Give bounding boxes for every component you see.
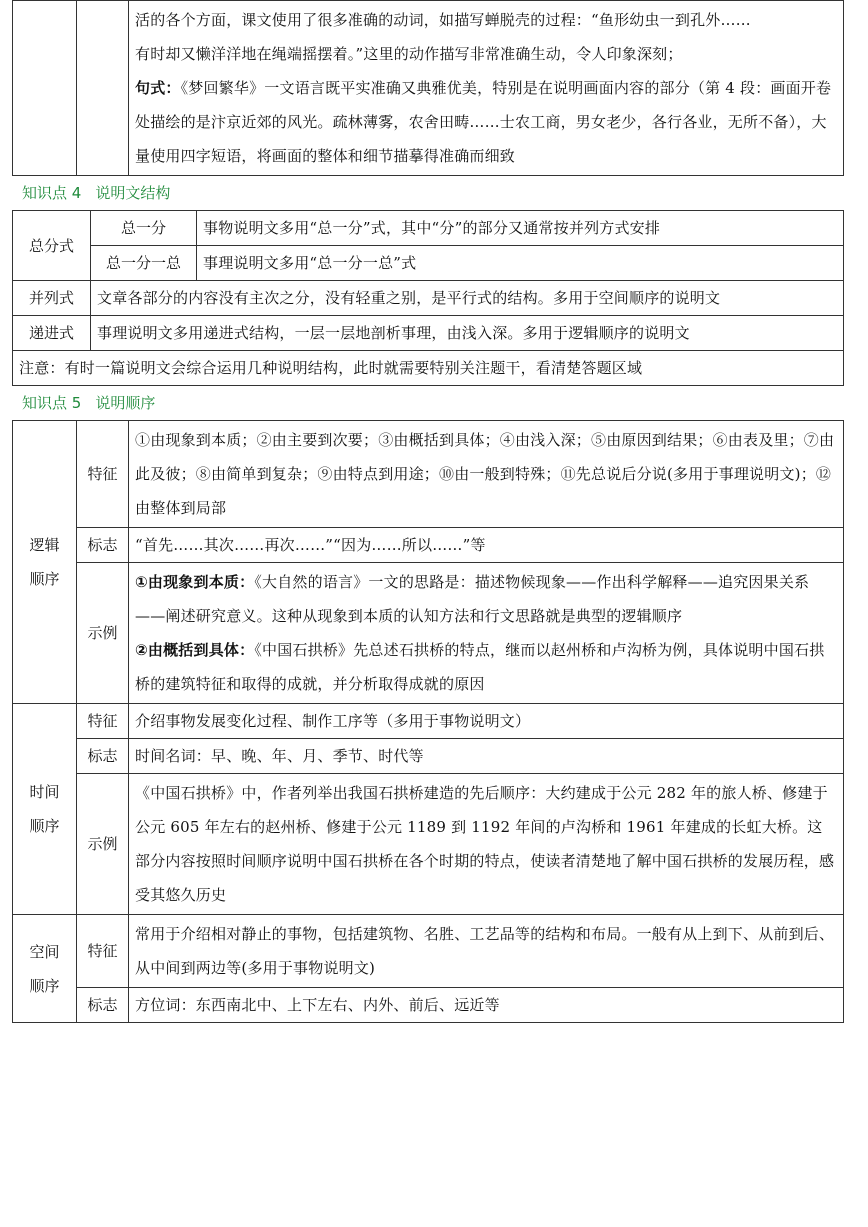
section-title: 说明文结构: [95, 184, 171, 202]
logic-feature-text: ①由现象到本质；②由主要到次要；③由概括到具体；④由浅入深；⑤由原因到结果；⑥由表及里；⑦由此及彼；⑧由简单到复杂；⑨由特点到用途；⑩由一般到特殊；⑪先总说后分说(多用于事理说明文)；⑫由整体到局部: [129, 421, 844, 528]
logic-sign-text: “首先……其次……再次……”“因为……所以……”等: [129, 528, 844, 563]
text-line: 活的各个方面，课文使用了很多准确的动词，如描写蝉脱壳的过程：“鱼形幼虫一到孔外……: [135, 11, 751, 29]
space-order-label: [13, 915, 77, 1023]
label-line: 顺序: [29, 570, 60, 588]
zongfen-label: 总分式: [13, 211, 91, 281]
sign-label: 标志: [77, 528, 129, 563]
empty-cell: [13, 1, 77, 176]
label-line: 顺序: [29, 976, 60, 995]
sign-label: 标志: [77, 739, 129, 774]
sentence-paragraph: [135, 71, 837, 173]
sentence-label: 句式：: [135, 79, 181, 97]
structure-table: [12, 210, 844, 281]
language-analysis-cell: [129, 1, 844, 176]
section-number: 知识点 5: [22, 394, 82, 412]
document-page: [12, 0, 844, 1023]
text-line: 有时却又懒洋洋地在绳端摇摆着。”这里的动作描写非常准确生动，令人印象深刻；: [135, 45, 683, 63]
language-feature-table: [12, 0, 844, 176]
example-label: 示例: [77, 774, 129, 915]
time-order-label: [13, 704, 77, 915]
example-text: 《中国石拱桥》先总述石拱桥的特点，继而以赵州桥和卢沟桥为例，具体说明中国石拱桥的建筑特征和取得的成就，并分析取得成就的原因: [135, 641, 825, 693]
sub-label: 总一分一总: [91, 246, 197, 281]
time-feature-text: 介绍事物发展变化过程、制作工序等（多用于事物说明文）: [129, 704, 844, 739]
example-paragraph: [135, 633, 837, 701]
example-label: 示例: [77, 563, 129, 704]
section-heading-4: [12, 176, 844, 210]
logic-example-cell: [129, 563, 844, 704]
order-table: [12, 420, 844, 1023]
example-text: 《大自然的语言》一文的思路是：描述物候现象——作出科学解释——追究因果关系——阐述研究意义。这种从现象到本质的认知方法和行文思路就是典型的逻辑顺序: [135, 573, 810, 625]
bingli-label: 并列式: [13, 281, 91, 316]
dijin-label: 递进式: [13, 316, 91, 351]
feature-label: 特征: [77, 704, 129, 739]
sub-label: 总一分: [91, 211, 197, 246]
section-heading-5: [12, 386, 844, 420]
feature-label: 特征: [77, 421, 129, 528]
section-title: 说明顺序: [95, 394, 156, 412]
feature-label: 特征: [77, 915, 129, 988]
logic-order-label: [13, 421, 77, 704]
bingli-text: 文章各部分的内容没有主次之分，没有轻重之别，是平行式的结构。多用于空间顺序的说明文: [91, 281, 844, 316]
empty-cell: [77, 1, 129, 176]
sentence-text: 《梦回繁华》一文语言既平实准确又典雅优美，特别是在说明画面内容的部分（第 4 段：画面开卷处描绘的是汴京近郊的风光。疏林薄雾，农舍田畴……士农工商，男女老少，各行各业，无所不备），大量使用四字短语，将画面的整体和细节描摹得准确而细致: [135, 79, 832, 165]
structure-text: 事物说明文多用“总一分”式，其中“分”的部分又通常按并列方式安排: [197, 211, 844, 246]
time-sign-text: 时间名词：早、晚、年、月、季节、时代等: [129, 739, 844, 774]
label-line: 空间: [29, 942, 60, 961]
structure-table-2: [12, 280, 844, 386]
time-example-text: 《中国石拱桥》中，作者列举出我国石拱桥建造的先后顺序：大约建成于公元 282 年的旅人桥、修建于公元 605 年左右的赵州桥、修建于公元 1189 到 1192 年间的卢沟桥和 1961 年建成的长虹大桥。这部分内容按照时间顺序说明中国石拱桥在各个时期的特点，使读者清楚地了解中国石拱桥的发展历程，感受其悠久历史: [129, 774, 844, 915]
dijin-text: 事理说明文多用递进式结构，一层一层地剖析事理，由浅入深。多用于逻辑顺序的说明文: [91, 316, 844, 351]
example-head: ②由概括到具体：: [135, 641, 255, 659]
space-feature-text: 常用于介绍相对静止的事物，包括建筑物、名胜、工艺品等的结构和布局。一般有从上到下、从前到后、从中间到两边等(多用于事物说明文): [129, 915, 844, 988]
section-number: 知识点 4: [22, 184, 82, 202]
label-line: 时间: [29, 783, 60, 801]
structure-text: 事理说明文多用“总一分一总”式: [197, 246, 844, 281]
sign-label: 标志: [77, 988, 129, 1023]
label-line: 逻辑: [29, 536, 60, 554]
label-line: 顺序: [29, 817, 60, 835]
example-paragraph: [135, 565, 837, 633]
example-head: ①由现象到本质：: [135, 573, 255, 591]
note-text: 注意：有时一篇说明文会综合运用几种说明结构，此时就需要特别关注题干，看清楚答题区域: [13, 351, 844, 386]
space-sign-text: 方位词：东西南北中、上下左右、内外、前后、远近等: [129, 988, 844, 1023]
